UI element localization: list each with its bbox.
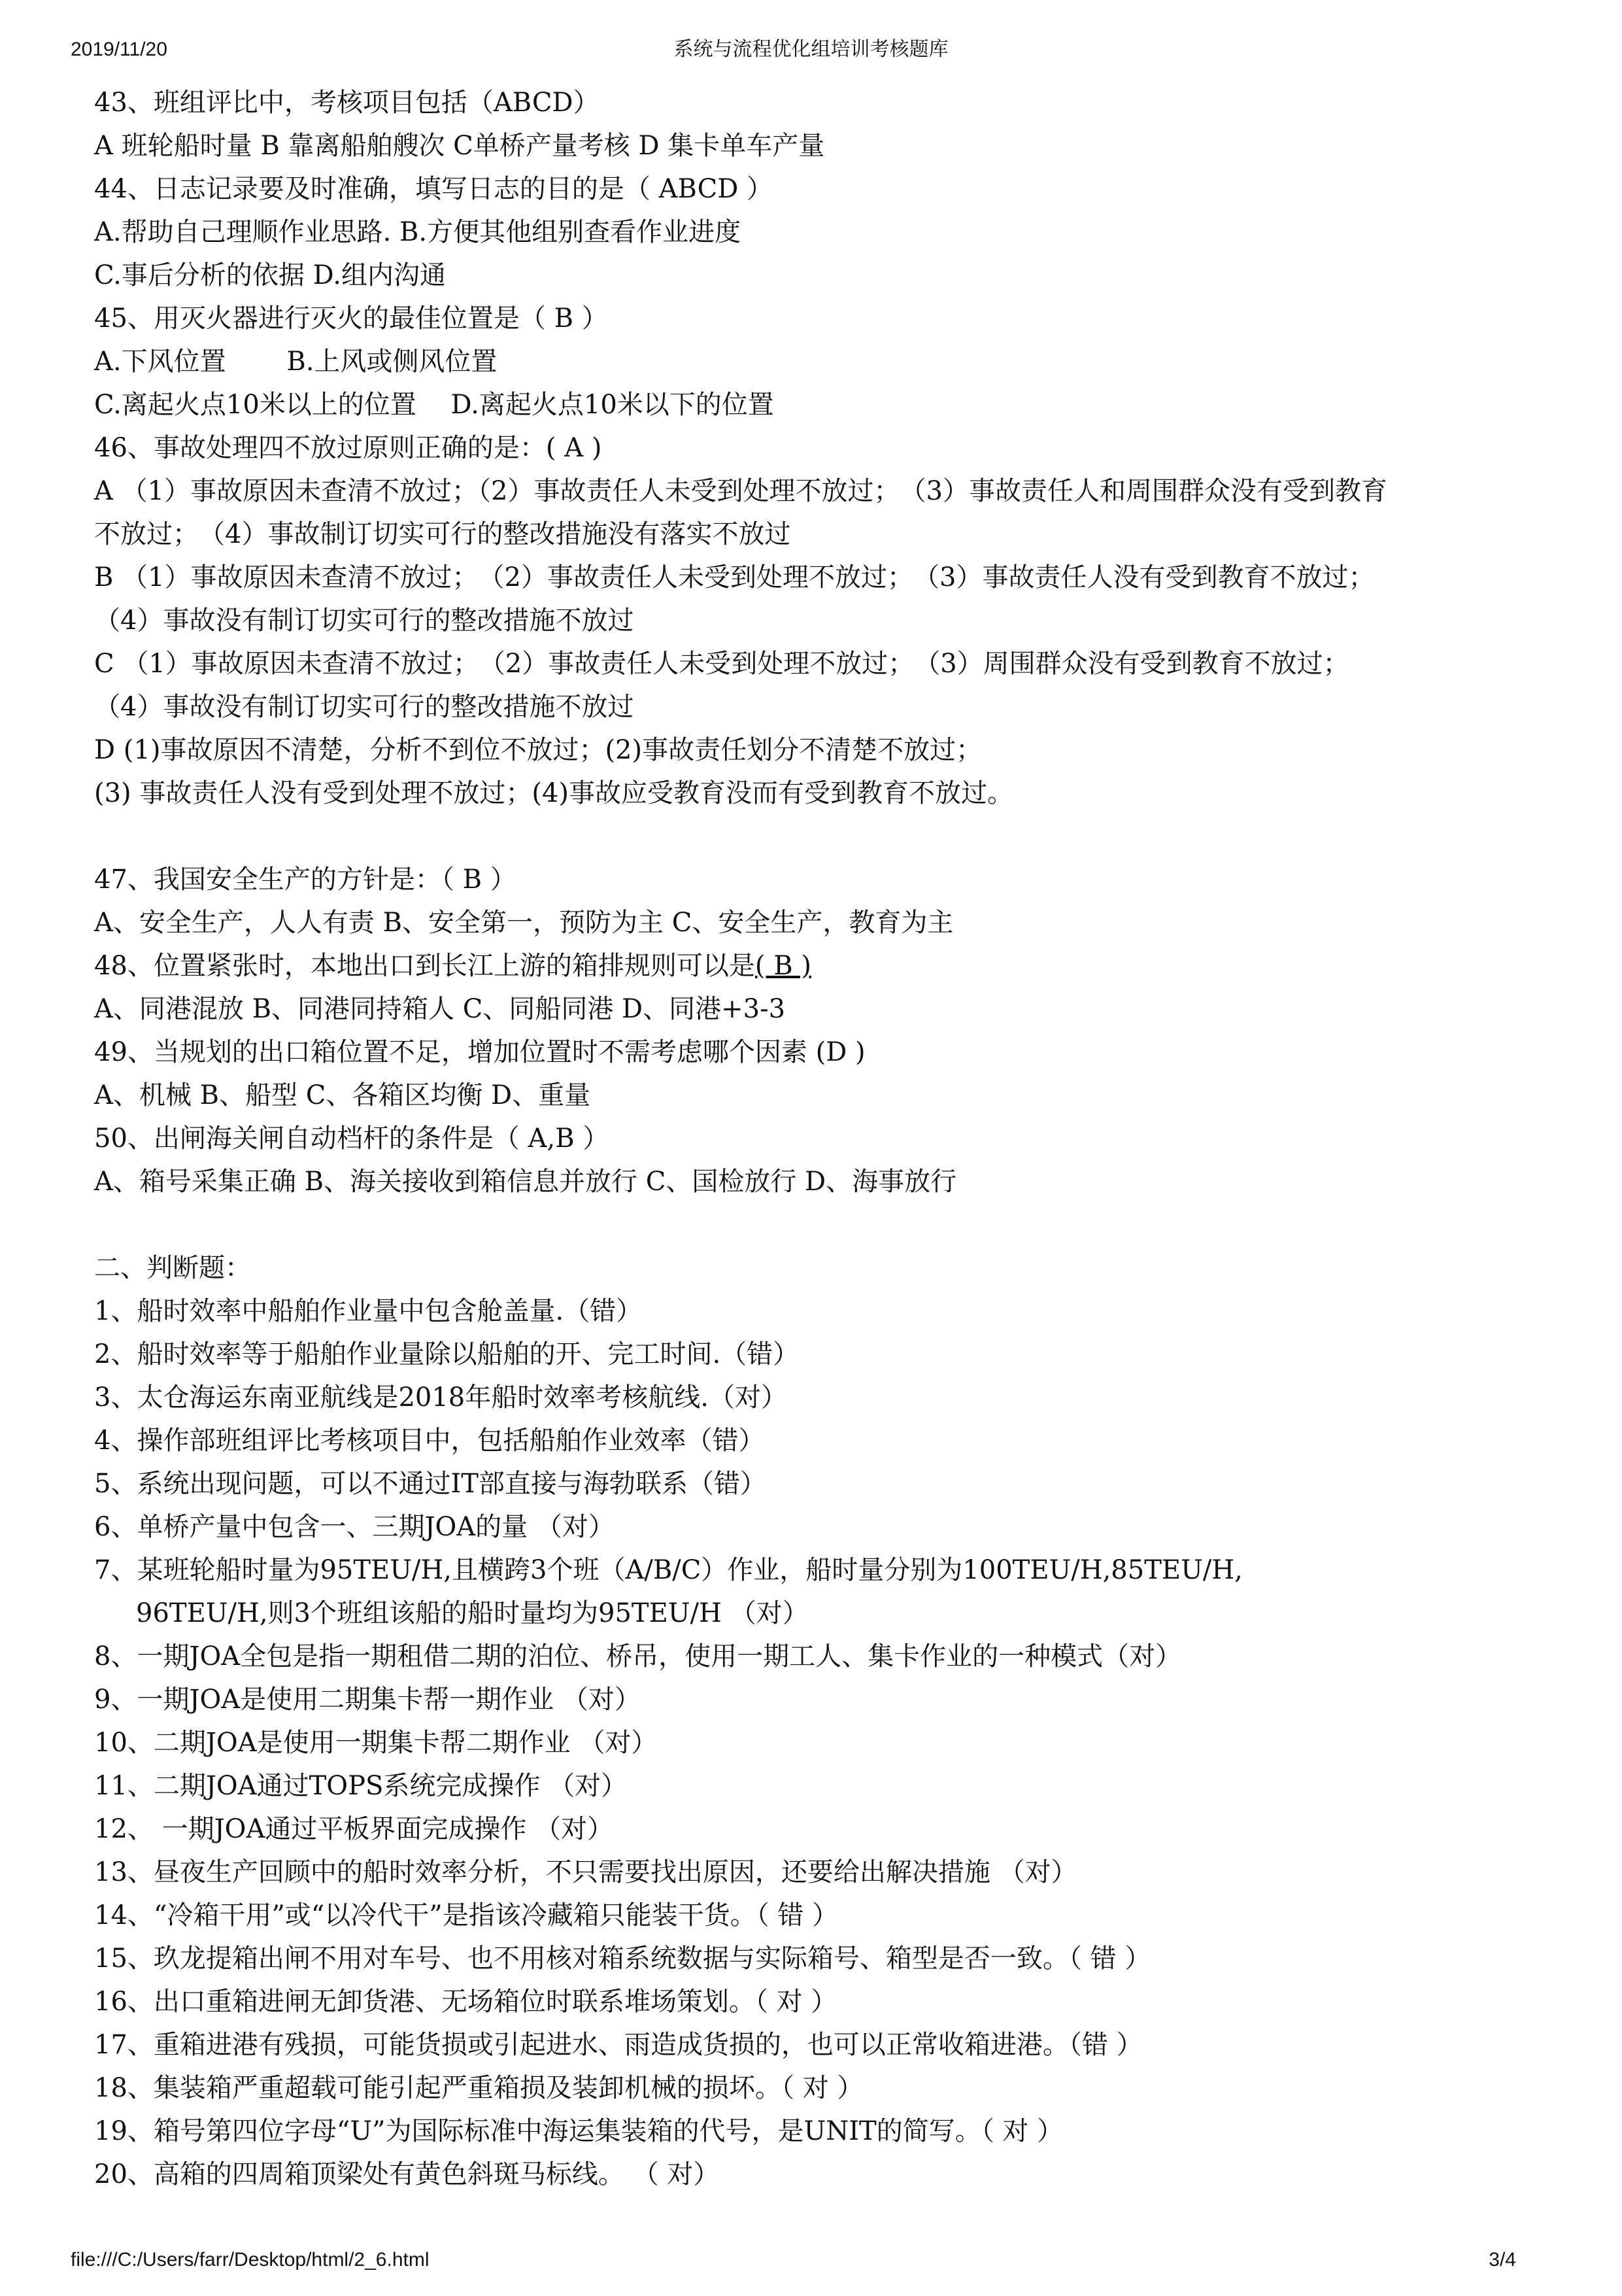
judgment-15: 15、玖龙提箱出闸不用对车号、也不用核对箱系统数据与实际箱号、箱型是否一致。（ 错 ） (94, 1944, 1151, 1974)
footer-page-number: 3/4 (1489, 2249, 1516, 2270)
judgment-5: 5、系统出现问题，可以不通过IT部直接与海勃联系（错） (94, 1469, 766, 1499)
judgment-6: 6、单桥产量中包含一、三期JOA的量 （对） (94, 1512, 615, 1542)
question-46-option-d: D (1)事故原因不清楚，分析不到位不放过；(2)事故责任划分不清楚不放过； (94, 735, 983, 765)
judgment-7: 7、某班轮船时量为95TEU/H,且横跨3个班（A/B/C）作业，船时量分别为100TEU/H,85TEU/H, (94, 1555, 1243, 1585)
judgment-7-cont: 96TEU/H,则3个班组该船的船时量均为95TEU/H （对） (136, 1598, 809, 1628)
judgment-13: 13、昼夜生产回顾中的船时效率分析，不只需要找出原因，还要给出解决措施 （对） (94, 1857, 1077, 1887)
question-43-options: A 班轮船时量 B 靠离船舶艘次 C单桥产量考核 D 集卡单车产量 (94, 131, 825, 161)
question-50: 50、出闸海关闸自动档杆的条件是（ A,B ） (94, 1123, 609, 1154)
question-46-option-a: A （1）事故原因未查清不放过；（2）事故责任人未受到处理不放过； （3）事故责任人和周围群众没有受到教育 (94, 476, 1387, 506)
question-49: 49、当规划的出口箱位置不足，增加位置时不需考虑哪个因素 (D ) (94, 1037, 866, 1067)
judgment-8: 8、一期JOA全包是指一期租借二期的泊位、桥吊，使用一期工人、集卡作业的一种模式（对） (94, 1641, 1182, 1671)
question-44: 44、日志记录要及时准确，填写日志的目的是（ ABCD ） (94, 174, 773, 204)
judgment-3: 3、太仓海运东南亚航线是2018年船时效率考核航线.（对） (94, 1382, 787, 1413)
header-title: 系统与流程优化组培训考核题库 (673, 38, 949, 61)
question-48-text: 48、位置紧张时，本地出口到长江上游的箱排规则可以是 (94, 951, 755, 981)
judgment-9: 9、一期JOA是使用二期集卡帮一期作业 （对） (94, 1685, 641, 1715)
question-46-option-b: B （1）事故原因未查清不放过； （2）事故责任人未受到处理不放过； （3）事故责任人没有受到教育不放过； (94, 562, 1375, 592)
question-48-answer: ( B ) (754, 951, 811, 981)
question-45: 45、用灭火器进行灭火的最佳位置是（ B ） (94, 303, 608, 334)
judgment-17: 17、重箱进港有残损，可能货损或引起进水、雨造成货损的，也可以正常收箱进港。（错 ） (94, 2030, 1143, 2060)
question-46-option-c: C （1）事故原因未查清不放过； （2）事故责任人未受到处理不放过； （3）周围群众没有受到教育不放过； (94, 649, 1349, 679)
question-48 (94, 944, 1546, 987)
judgment-18: 18、集装箱严重超载可能引起严重箱损及装卸机械的损坏。（ 对 ） (94, 2073, 864, 2103)
question-48-options: A、同港混放 B、同港同持箱人 C、同船同港 D、同港+3-3 (94, 994, 786, 1024)
question-45-options-ab: A.下风位置 B.上风或侧风位置 (94, 347, 498, 377)
question-45-options-cd: C.离起火点10米以上的位置 D.离起火点10米以下的位置 (94, 390, 774, 420)
spacer (94, 815, 1546, 858)
question-46-option-a-cont: 不放过； （4）事故制订切实可行的整改措施没有落实不放过 (94, 519, 791, 549)
question-47: 47、我国安全生产的方针是：（ B ） (94, 865, 516, 895)
question-46-option-c-cont: （4）事故没有制订切实可行的整改措施不放过 (94, 692, 634, 722)
question-46-option-d-cont: (3) 事故责任人没有受到处理不放过；(4)事故应受教育没而有受到教育不放过。 (94, 778, 1014, 808)
footer-file-path: file:///C:/Users/farr/Desktop/html/2_6.html (71, 2249, 430, 2270)
spacer (94, 1203, 1546, 1246)
judgment-2: 2、船时效率等于船舶作业量除以船舶的开、完工时间.（错） (94, 1339, 800, 1369)
question-46: 46、事故处理四不放过原则正确的是：( A ) (94, 433, 602, 463)
header-date: 2019/11/20 (71, 39, 167, 60)
question-46-option-b-cont: （4）事故没有制订切实可行的整改措施不放过 (94, 606, 634, 636)
question-50-options: A、箱号采集正确 B、海关接收到箱信息并放行 C、国检放行 D、海事放行 (94, 1167, 957, 1197)
document-body (94, 81, 1546, 2196)
judgment-10: 10、二期JOA是使用一期集卡帮二期作业 （对） (94, 1728, 658, 1758)
judgment-11: 11、二期JOA通过TOPS系统完成操作 （对） (94, 1771, 628, 1801)
section-heading-true-false: 二、判断题： (94, 1253, 251, 1283)
question-44-options-ab: A.帮助自己理顺作业思路. B.方便其他组别查看作业进度 (94, 217, 741, 247)
judgment-14: 14、“冷箱干用”或“以冷代干”是指该冷藏箱只能装干货。（ 错 ） (94, 1900, 839, 1930)
question-44-options-cd: C.事后分析的依据 D.组内沟通 (94, 260, 446, 290)
judgment-19: 19、箱号第四位字母“U”为国际标准中海运集装箱的代号，是UNIT的简写。（ 对 ） (94, 2116, 1064, 2146)
judgment-16: 16、出口重箱进闸无卸货港、无场箱位时联系堆场策划。（ 对 ） (94, 1987, 837, 2017)
question-47-options: A、安全生产，人人有责 B、安全第一，预防为主 C、安全生产，教育为主 (94, 908, 954, 938)
judgment-20: 20、高箱的四周箱顶梁处有黄色斜斑马标线。 （ 对） (94, 2159, 720, 2189)
question-49-options: A、机械 B、船型 C、各箱区均衡 D、重量 (94, 1080, 591, 1110)
judgment-4: 4、操作部班组评比考核项目中，包括船舶作业效率（错） (94, 1426, 765, 1456)
judgment-12: 12、 一期JOA通过平板界面完成操作 （对） (94, 1814, 614, 1844)
question-43: 43、班组评比中，考核项目包括（ABCD） (94, 88, 600, 118)
judgment-1: 1、船时效率中船舶作业量中包含舱盖量.（错） (94, 1296, 643, 1326)
